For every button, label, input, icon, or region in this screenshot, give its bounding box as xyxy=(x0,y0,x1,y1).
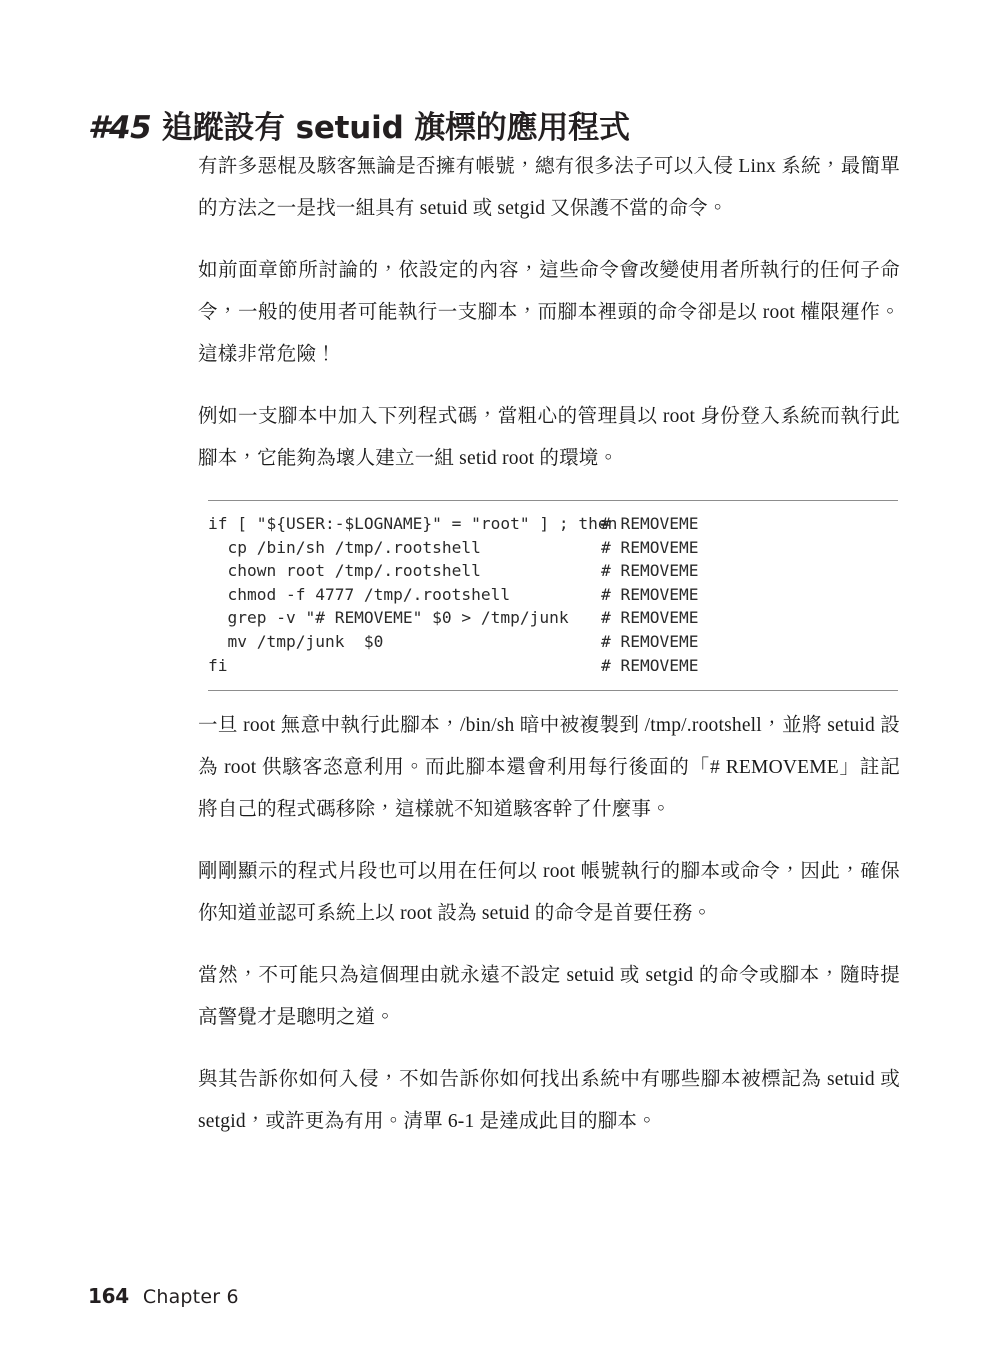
code-line xyxy=(208,654,898,678)
code-line xyxy=(208,606,898,630)
heading-space-1 xyxy=(151,110,162,146)
chapter-label: Chapter 6 xyxy=(142,1286,239,1308)
code-line-text: cp /bin/sh /tmp/.rootshell xyxy=(208,537,481,557)
code-line xyxy=(208,536,898,560)
code-line-text: fi xyxy=(208,655,228,675)
body-column xyxy=(198,146,900,1143)
code-line xyxy=(208,583,898,607)
heading-text-2: 旗標的應用程式 xyxy=(414,109,630,146)
section-number: #45 xyxy=(88,109,152,146)
heading-latin-term: setuid xyxy=(295,109,404,146)
paragraph-6: 當然，不可能只為這個理由就永遠不設定 setuid 或 setgid 的命令或腳本，隨時提高警覺才是聰明之道。 xyxy=(198,965,900,1029)
code-line-comment: # REMOVEME xyxy=(601,584,699,604)
code-line-comment: # REMOVEME xyxy=(601,561,699,581)
code-line-comment: # REMOVEME xyxy=(601,655,699,675)
code-line-comment: # REMOVEME xyxy=(601,514,699,533)
code-line-comment: # REMOVEME xyxy=(601,537,699,557)
paragraph-3: 例如一支腳本中加入下列程式碼，當粗心的管理員以 root 身份登入系統而執行此腳本，它能夠為壞人建立一組 setid root 的環境。 xyxy=(198,406,900,469)
heading-space-3 xyxy=(404,110,415,146)
code-line xyxy=(208,512,898,536)
code-listing xyxy=(208,500,898,691)
paragraph-5: 剛剛顯示的程式片段也可以用在任何以 root 帳號執行的腳本或命令，因此，確保你知道並認可系統上以 root 設為 setuid 的命令是首要任務。 xyxy=(198,861,900,925)
code-line-text: chown root /tmp/.rootshell xyxy=(208,561,481,581)
code-line-text: if [ "${USER:-$LOGNAME}" = "root" ] ; then xyxy=(208,514,628,533)
page-footer xyxy=(88,1284,239,1308)
code-line-comment: # REMOVEME xyxy=(601,631,699,651)
code-line-comment: # REMOVEME xyxy=(601,608,699,628)
paragraph-7: 與其告訴你如何入侵，不如告訴你如何找出系統中有哪些腳本被標記為 setuid 或 setgid，或許更為有用。清單 6-1 是達成此目的腳本。 xyxy=(198,1069,900,1133)
page-number: 164 xyxy=(88,1284,129,1308)
code-line-text: chmod -f 4777 /tmp/.rootshell xyxy=(208,584,511,604)
heading-text-1: 追蹤設有 xyxy=(161,109,286,146)
code-line xyxy=(208,559,898,583)
paragraph-4: 一旦 root 無意中執行此腳本，/bin/sh 暗中被複製到 /tmp/.rootshell，並將 setuid 設為 root 供駭客恣意利用。而此腳本還會利用每行後面的「# REMOVEME」註記將自己的程式碼移除，這樣就不知道駭客幹了什麼事。 xyxy=(198,715,900,821)
heading-space-2 xyxy=(285,110,296,146)
code-line-text: mv /tmp/junk $0 xyxy=(208,631,384,651)
page-title xyxy=(88,109,908,148)
code-line-text: grep -v "# REMOVEME" $0 > /tmp/junk xyxy=(208,608,569,628)
code-line xyxy=(208,630,898,654)
paragraph-2: 如前面章節所討論的，依設定的內容，這些命令會改變使用者所執行的任何子命令，一般的使用者可能執行一支腳本，而腳本裡頭的命令卻是以 root 權限運作。這樣非常危險！ xyxy=(198,260,900,365)
paragraph-1: 有許多惡棍及駭客無論是否擁有帳號，總有很多法子可以入侵 Linx 系統，最簡單的方法之一是找一組具有 setuid 或 setgid 又保護不當的命令。 xyxy=(198,156,900,219)
